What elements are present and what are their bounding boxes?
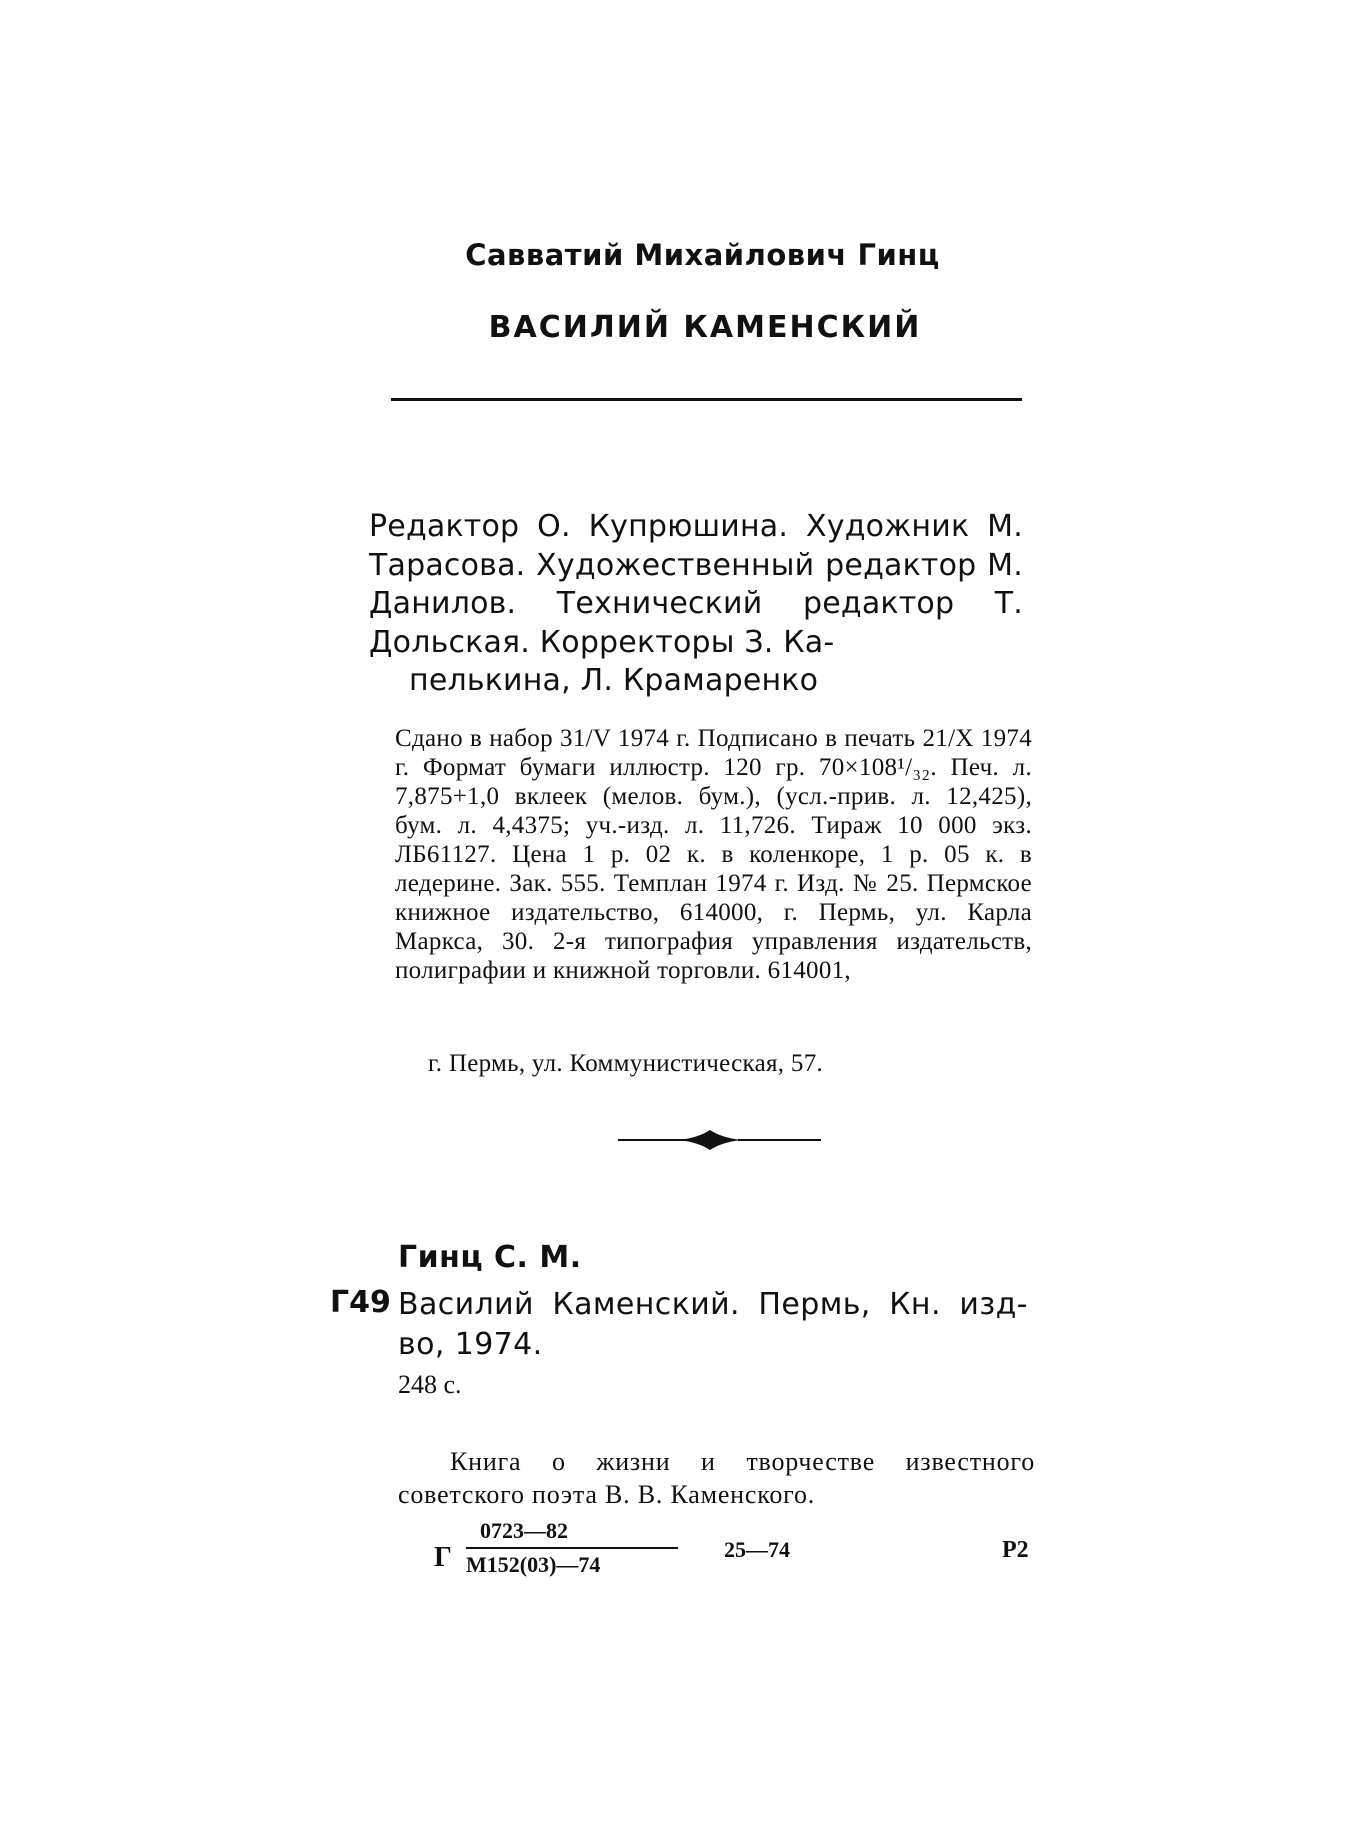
credits-last-line: пелькина, Л. Крамаренко [409, 663, 819, 698]
card-code: Г49 [330, 1285, 391, 1320]
index-code: 25—74 [724, 1537, 790, 1562]
card-pages: 248 с. [398, 1370, 462, 1399]
annotation-text: Книга о жизни и творчестве известного советского поэта В. В. Каменского. [398, 1447, 1035, 1509]
card-bibliographic-entry: Василий Каменский. Пермь, Кн. изд-во, 1974. [398, 1287, 1028, 1362]
classification-code: Р2 [1002, 1537, 1029, 1563]
credits-block [369, 508, 1023, 701]
book-title: ВАСИЛИЙ КАМЕНСКИЙ [488, 310, 922, 345]
ornament-divider [618, 1128, 821, 1152]
card-annotation [398, 1445, 1035, 1511]
fraction-bar [466, 1547, 678, 1549]
fraction-denominator: М152(03)—74 [466, 1552, 601, 1577]
card-author: Гинц С. М. [398, 1240, 582, 1275]
title-rule [391, 398, 1022, 401]
imprint-block: Сдано в набор 31/V 1974 г. Подписано в печать 21/X 1974 г. Формат бумаги иллюстр. 120 гр. 70×108¹/₃₂. Печ. л. 7,875+1,0 вклеек (мелов. бум.), (усл.-прив. л. 12,425), бум. л. 4,4375; уч.-изд. л. 11,726. Тираж 10 000 экз. ЛБ61127. Цена 1 р. 02 к. в коленкоре, 1 р. 05 к. в ледерине. Зак. 555. Темплан 1974 г. Изд. № 25. Пермское книжное издательство, 614000, г. Пермь, ул. Карла Маркса, 30. 2-я типография управления издательств, полиграфии и книжной торговли. 614001, [395, 725, 1032, 984]
imprint-last-line: г. Пермь, ул. Коммунистическая, 57. [428, 1050, 824, 1077]
fraction-numerator: 0723—82 [480, 1518, 568, 1543]
credits-text: Редактор О. Купрюшина. Художник М. Тарасова. Художественный редактор М. Данилов. Технический редактор Т. Дольская. Корректоры З. Ка- [369, 509, 1023, 660]
index-letter: Г [434, 1542, 452, 1573]
book-author: Савватий Михайлович Гинц [465, 238, 940, 272]
index-fraction [466, 1518, 678, 1579]
